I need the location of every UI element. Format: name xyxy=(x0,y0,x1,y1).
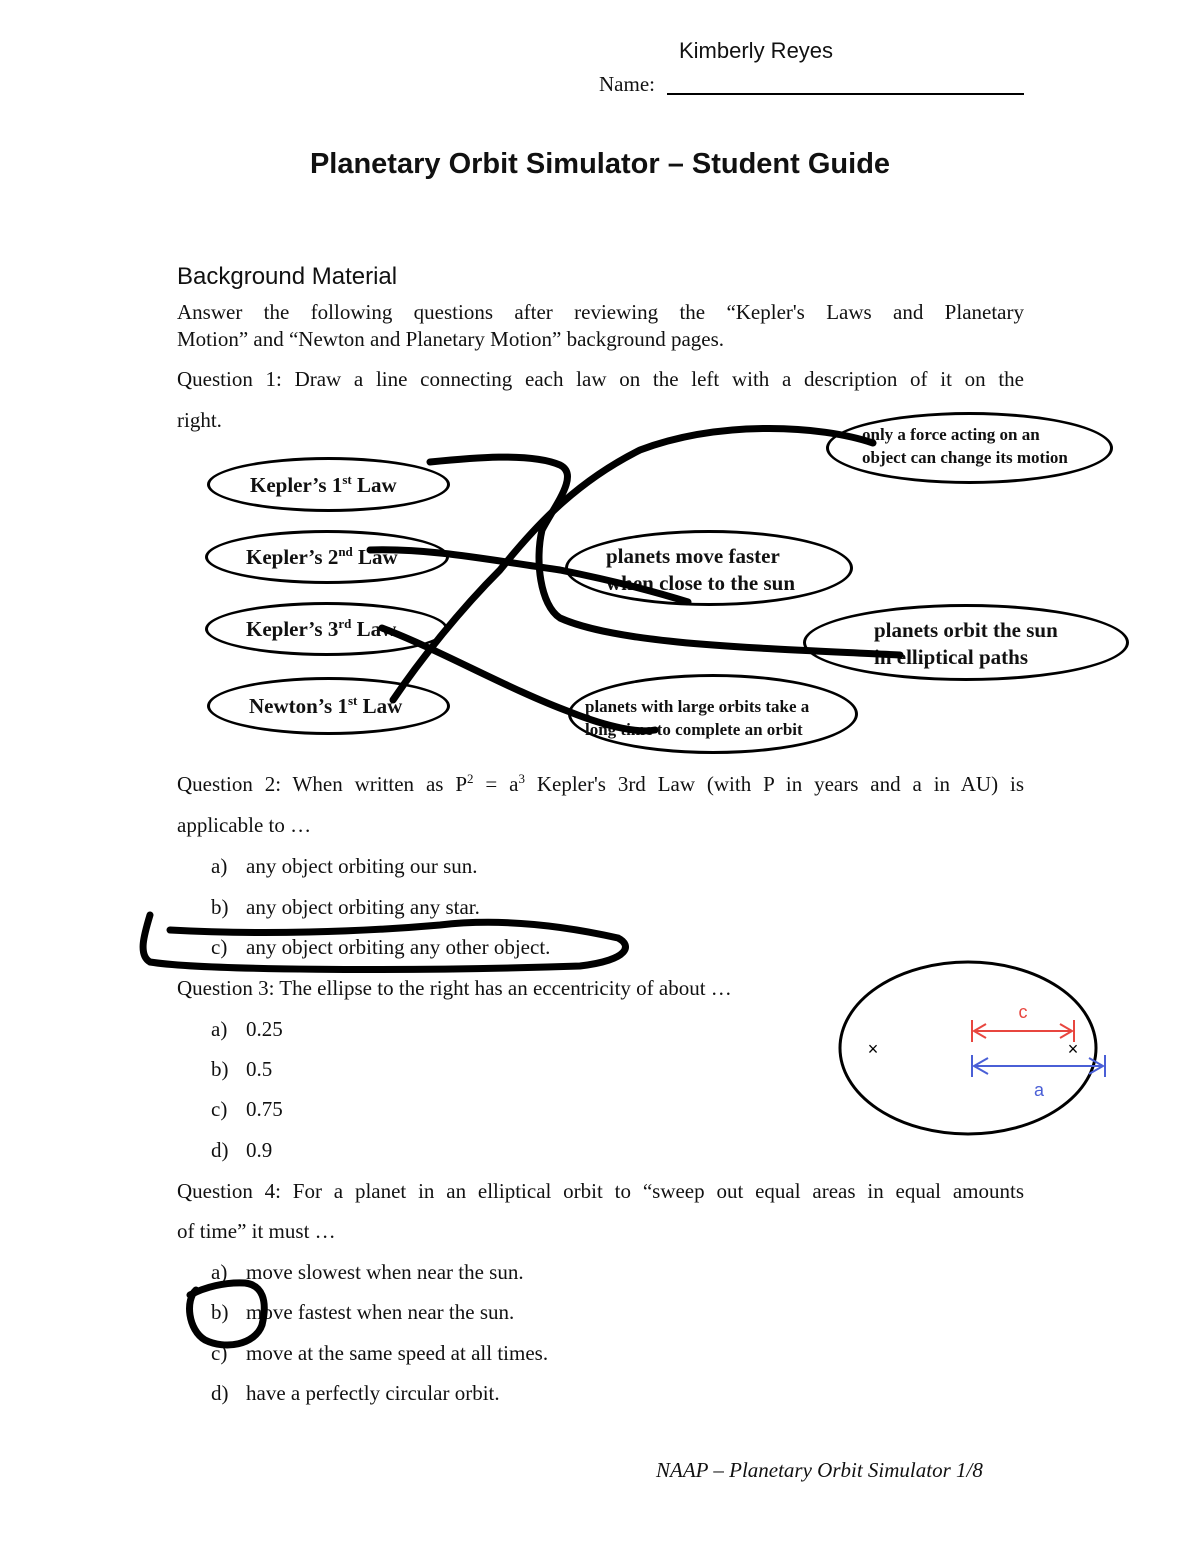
q2-text-line-2: applicable to … xyxy=(177,813,312,837)
q4-option-b[interactable]: b) move fastest when near the sun. xyxy=(211,1300,515,1324)
focus-left: × xyxy=(867,1039,879,1059)
desc-elliptical-paths: planets orbit the sun in elliptical paths xyxy=(803,604,1129,681)
q2-option-c[interactable]: c) any object orbiting any other object. xyxy=(211,935,551,959)
q3-option-a[interactable]: a) 0.25 xyxy=(211,1017,283,1041)
label-c: c xyxy=(1018,1002,1028,1022)
section-heading: Background Material xyxy=(177,263,398,290)
law-newton-1: Newton’s 1st Law xyxy=(207,677,450,735)
q2-text-line-1: Question 2: When written as $P^2 = a^3$ Kepler's 3rd Law (with P in years and a in AU) is xyxy=(177,771,1024,796)
name-label: Name: xyxy=(599,72,655,96)
law-kepler-3: Kepler’s 3rd Law xyxy=(205,602,448,656)
label-a: a xyxy=(1033,1080,1045,1100)
q3-text: Question 3: The ellipse to the right has an eccentricity of about … xyxy=(177,976,732,1000)
q4-text-line-1: Question 4: For a planet in an elliptical orbit to “sweep out equal areas in equal amounts xyxy=(177,1179,1024,1203)
q3-option-c[interactable]: c) 0.75 xyxy=(211,1097,283,1121)
q2-option-a[interactable]: a) any object orbiting our sun. xyxy=(211,854,478,878)
q4-option-c[interactable]: c) move at the same speed at all times. xyxy=(211,1341,549,1365)
law-kepler-1: Kepler’s 1st Law xyxy=(207,457,450,512)
page-title: Planetary Orbit Simulator – Student Guide xyxy=(309,148,891,180)
q2-option-b[interactable]: b) any object orbiting any star. xyxy=(211,895,480,919)
q3-option-b[interactable]: b) 0.5 xyxy=(211,1057,273,1081)
intro-line-2: Motion” and “Newton and Planetary Motion” background pages. xyxy=(177,327,725,351)
q1-text-line-2: right. xyxy=(177,408,222,432)
q4-option-d[interactable]: d) have a perfectly circular orbit. xyxy=(211,1381,500,1405)
page-footer: NAAP – Planetary Orbit Simulator 1/8 xyxy=(656,1458,983,1482)
focus-right: × xyxy=(1067,1039,1079,1059)
student-name: Kimberly Reyes xyxy=(679,38,834,63)
intro-line-1: Answer the following questions after reviewing the “Kepler's Laws and Planetary xyxy=(177,300,1024,324)
desc-move-faster: planets move faster when close to the sun xyxy=(565,530,853,606)
law-kepler-2: Kepler’s 2nd Law xyxy=(205,530,449,584)
q4-option-a[interactable]: a) move slowest when near the sun. xyxy=(211,1260,524,1284)
desc-large-orbits: planets with large orbits take a long time to complete an orbit xyxy=(568,674,858,754)
desc-force-motion: only a force acting on an object can change its motion xyxy=(826,412,1113,484)
q4-text-line-2: of time” it must … xyxy=(177,1219,336,1243)
q3-option-d[interactable]: d) 0.9 xyxy=(211,1138,273,1162)
q1-text-line-1: Question 1: Draw a line connecting each law on the left with a description of it on the xyxy=(177,367,1024,391)
